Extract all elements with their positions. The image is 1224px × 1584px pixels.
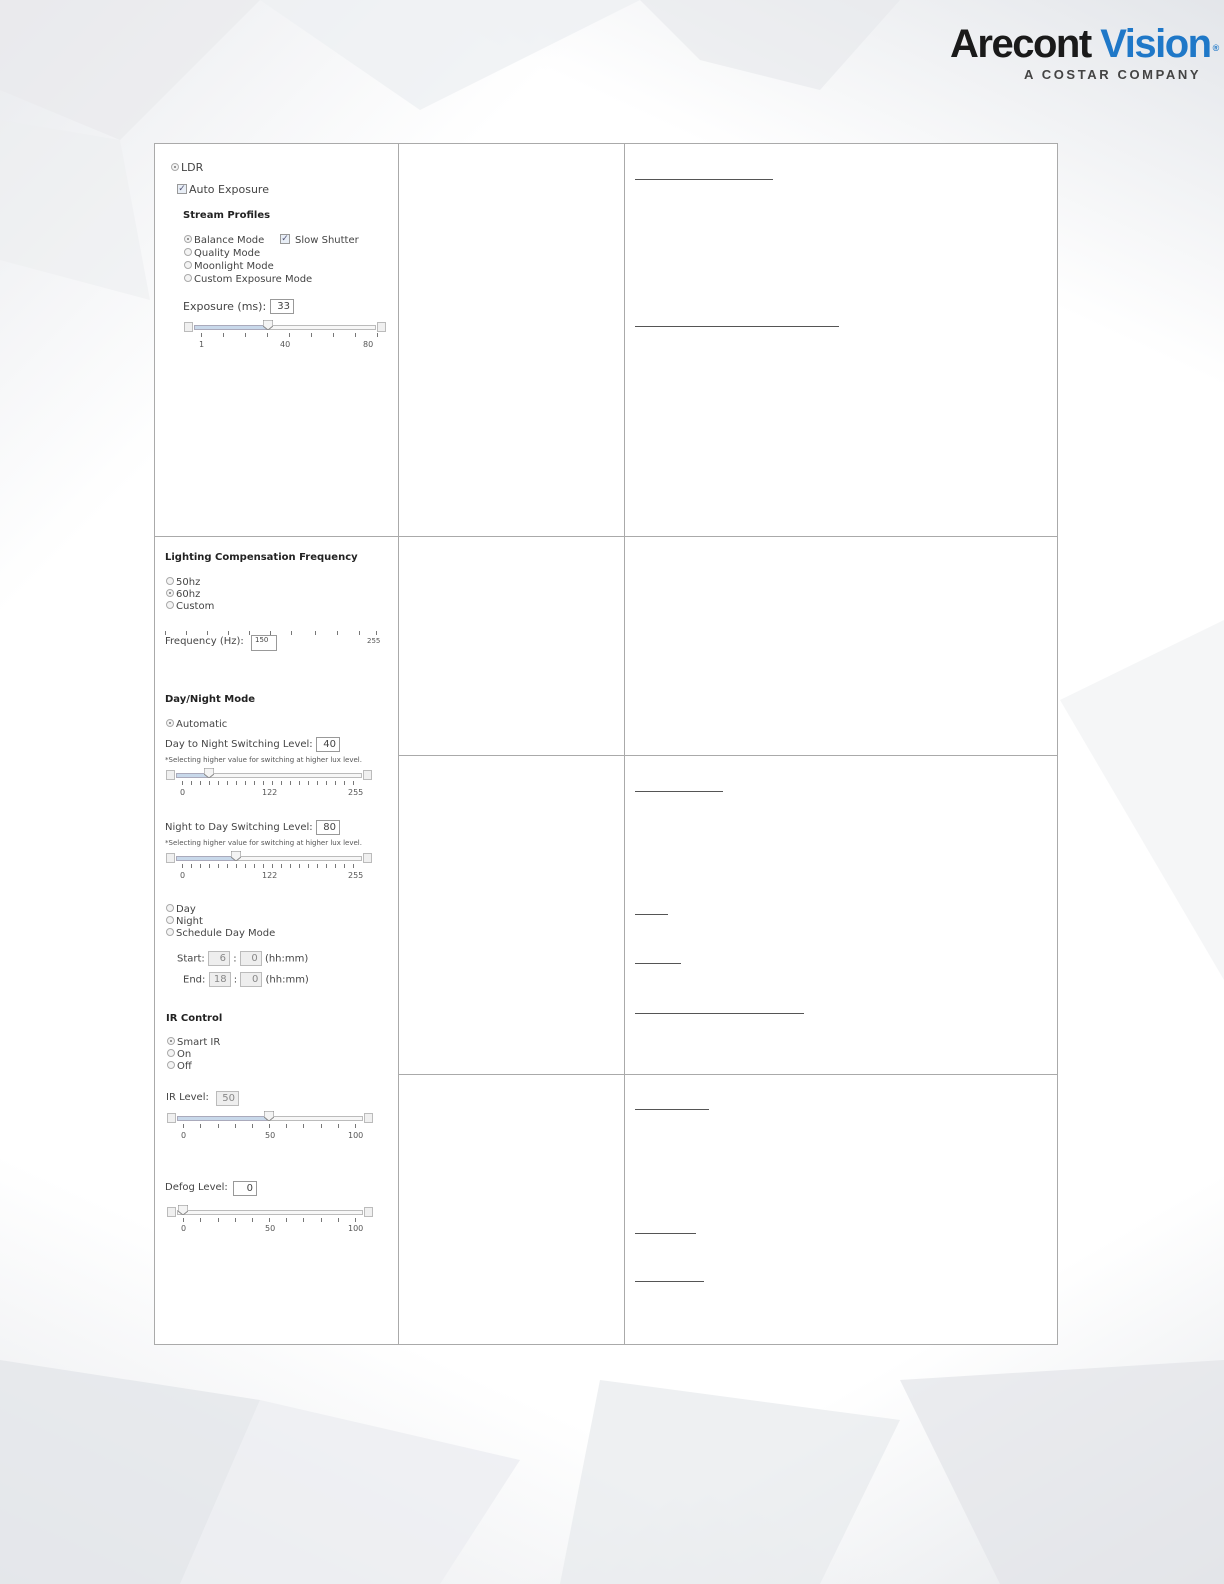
ldr-option[interactable] [171, 161, 203, 174]
image-settings-panel [160, 545, 392, 1245]
heading-underline [635, 914, 668, 915]
tick-label-max: 100 [348, 1131, 364, 1140]
exposure-label: Exposure (ms): [183, 300, 267, 313]
heading-underline [635, 179, 773, 180]
slider-left-button[interactable] [184, 322, 193, 332]
logo-word-vision: Vision [1100, 22, 1211, 66]
lcf-heading: Lighting Compensation Frequency [165, 552, 358, 563]
ir-smart[interactable] [167, 1037, 220, 1048]
freq-option-label: Custom [176, 601, 215, 612]
mode-day-radio[interactable] [166, 904, 174, 912]
slider-fill [177, 1116, 267, 1121]
auto-exposure-checkbox[interactable]: ✓ [178, 184, 186, 194]
row-divider-1 [155, 536, 1057, 537]
n2d-hint: *Selecting higher value for switching at higher lux level. [165, 839, 362, 847]
d2n-hint: *Selecting higher value for switching at higher lux level. [165, 756, 362, 764]
freq-60hz-radio[interactable] [166, 589, 174, 597]
tick-label-max: 255 [348, 871, 364, 880]
n2d-label: Night to Day Switching Level: [165, 822, 313, 833]
tick-label-max: 255 [348, 788, 364, 797]
ldr-label: LDR [181, 161, 204, 174]
slider-thumb[interactable] [231, 851, 241, 861]
freq-input-wrap [251, 635, 277, 651]
slow-shutter-option[interactable] [280, 235, 359, 246]
mode-label: Night [176, 916, 203, 927]
heading-underline [635, 963, 681, 964]
defog-label: Defog Level: [165, 1182, 228, 1193]
mode-label: Balance Mode [194, 235, 265, 246]
automatic-option[interactable] [166, 719, 227, 730]
tick-label-min: 0 [181, 1224, 187, 1233]
mode-balance[interactable] [184, 235, 264, 246]
d2n-input-wrap [316, 737, 340, 752]
schedule-start-row [177, 951, 308, 966]
slow-shutter-label: Slow Shutter [295, 235, 359, 246]
mode-moonlight[interactable] [184, 261, 274, 272]
mode-label: Quality Mode [194, 248, 261, 259]
heading-underline [635, 1281, 704, 1282]
n2d-slider[interactable] [166, 853, 372, 863]
column-divider-2 [624, 144, 625, 1344]
slider-thumb[interactable] [178, 1205, 188, 1215]
mode-night-radio[interactable] [166, 916, 174, 924]
heading-underline [635, 1109, 709, 1110]
exposure-slider[interactable] [184, 322, 386, 332]
d2n-slider[interactable] [166, 770, 372, 780]
ir-on[interactable] [167, 1049, 191, 1060]
slider-left-button[interactable] [167, 1113, 176, 1123]
heading-underline [635, 1013, 804, 1014]
slider-right-button[interactable] [363, 770, 372, 780]
ir-level-slider[interactable] [167, 1113, 373, 1123]
freq-option-label: 50hz [176, 577, 201, 588]
row-divider-3 [398, 1074, 1057, 1075]
heading-underline [635, 1233, 696, 1234]
mode-moonlight-radio[interactable] [184, 261, 192, 269]
mode-schedule-radio[interactable] [166, 928, 174, 936]
auto-exposure-label: Auto Exposure [189, 183, 269, 196]
defog-input-wrap [233, 1181, 257, 1196]
mode-quality-radio[interactable] [184, 248, 192, 256]
time-format-label: (hh:mm) [264, 953, 309, 965]
column-divider-1 [398, 144, 399, 1344]
ir-on-radio[interactable] [167, 1049, 175, 1057]
exposure-input-wrap [270, 299, 294, 314]
mode-quality[interactable] [184, 248, 260, 259]
logo-registered-mark: ® [1212, 43, 1218, 53]
mode-night[interactable] [166, 916, 203, 927]
freq-max-label: 255 [367, 637, 381, 645]
tick-label-min: 0 [180, 788, 186, 797]
freq-50hz[interactable] [166, 577, 200, 588]
ir-level-input-wrap [216, 1091, 239, 1106]
tick-label-mid: 50 [265, 1224, 276, 1233]
tick-label-mid: 50 [265, 1131, 276, 1140]
end-label: End: [183, 974, 206, 986]
slider-left-button[interactable] [167, 1207, 176, 1217]
end-minute-input[interactable]: 0 [240, 972, 262, 987]
company-logo [950, 22, 1218, 92]
d2n-input[interactable]: 40 [316, 737, 340, 752]
logo-word-arecont: Arecont [950, 22, 1091, 66]
ir-option-label: Off [177, 1061, 192, 1072]
exposure-settings-panel [165, 158, 393, 363]
ir-off[interactable] [167, 1061, 192, 1072]
heading-underline [635, 326, 839, 327]
mode-day[interactable] [166, 904, 196, 915]
freq-custom[interactable] [166, 601, 214, 612]
tick-label-mid: 122 [262, 788, 278, 797]
schedule-end-row [183, 972, 309, 987]
tick-label-mid: 40 [280, 340, 291, 349]
slow-shutter-checkbox[interactable]: ✓ [281, 234, 289, 244]
daynight-heading: Day/Night Mode [165, 694, 256, 705]
slider-thumb[interactable] [264, 1111, 274, 1121]
slider-thumb[interactable] [204, 768, 214, 778]
ir-level-input[interactable]: 50 [216, 1091, 239, 1106]
n2d-input-wrap [316, 820, 340, 835]
end-hour-input[interactable]: 18 [209, 972, 231, 987]
automatic-label: Automatic [176, 719, 228, 730]
slider-right-button[interactable] [364, 1113, 373, 1123]
start-hour-input[interactable]: 6 [208, 951, 230, 966]
tick-label-max: 100 [348, 1224, 364, 1233]
tick-label-min: 1 [199, 340, 205, 349]
slider-right-button[interactable] [363, 853, 372, 863]
start-minute-input[interactable]: 0 [240, 951, 262, 966]
mode-custom-radio[interactable] [184, 274, 192, 282]
ir-option-label: Smart IR [177, 1037, 221, 1048]
time-colon: : [233, 974, 238, 986]
ir-smart-radio[interactable] [167, 1037, 175, 1045]
ir-option-label: On [177, 1049, 192, 1060]
slider-left-button[interactable] [166, 853, 175, 863]
freq-custom-radio[interactable] [166, 601, 174, 609]
logo-tagline: A COSTAR COMPANY [1024, 67, 1202, 82]
d2n-ticks [182, 781, 358, 787]
mode-balance-radio[interactable] [184, 235, 192, 243]
n2d-input[interactable]: 80 [316, 820, 340, 835]
tick-label-min: 0 [181, 1131, 187, 1140]
ir-level-label: IR Level: [166, 1092, 209, 1103]
stream-profiles-heading: Stream Profiles [183, 210, 271, 221]
freq-option-label: 60hz [176, 589, 201, 600]
mode-label: Custom Exposure Mode [194, 274, 313, 285]
n2d-ticks [182, 864, 358, 870]
slider-fill [194, 325, 268, 330]
heading-underline [635, 791, 723, 792]
ir-off-radio[interactable] [167, 1061, 175, 1069]
mode-label: Day [176, 904, 196, 915]
tick-label-mid: 122 [262, 871, 278, 880]
ldr-radio[interactable] [171, 163, 179, 171]
ir-heading: IR Control [166, 1013, 223, 1024]
freq-60hz[interactable] [166, 589, 200, 600]
mode-label: Schedule Day Mode [176, 928, 276, 939]
start-label: Start: [177, 953, 205, 965]
ir-level-ticks [183, 1124, 359, 1130]
automatic-radio[interactable] [166, 719, 174, 727]
mode-schedule[interactable] [166, 928, 275, 939]
defog-input[interactable]: 0 [233, 1181, 257, 1196]
mode-label: Moonlight Mode [194, 261, 274, 272]
slider-track [177, 1210, 363, 1215]
freq-input[interactable]: 150 [251, 635, 277, 651]
freq-label: Frequency (Hz): [165, 636, 244, 647]
exposure-input[interactable]: 33 [270, 299, 294, 314]
slider-right-button[interactable] [377, 322, 386, 332]
freq-50hz-radio[interactable] [166, 577, 174, 585]
auto-exposure-option[interactable] [177, 183, 269, 196]
slider-left-button[interactable] [166, 770, 175, 780]
slider-right-button[interactable] [364, 1207, 373, 1217]
tick-label-max: 80 [363, 340, 374, 349]
slider-fill [176, 856, 236, 861]
row-divider-2 [398, 755, 1057, 756]
time-format-label: (hh:mm) [265, 974, 309, 986]
defog-slider[interactable] [167, 1207, 373, 1217]
d2n-label: Day to Night Switching Level: [165, 739, 313, 750]
tick-label-min: 0 [180, 871, 186, 880]
time-colon: : [233, 953, 237, 965]
exposure-ticks [201, 333, 381, 339]
mode-custom-exposure[interactable] [184, 274, 312, 285]
logo-wordmark [950, 22, 1218, 66]
slider-thumb[interactable] [263, 320, 273, 330]
